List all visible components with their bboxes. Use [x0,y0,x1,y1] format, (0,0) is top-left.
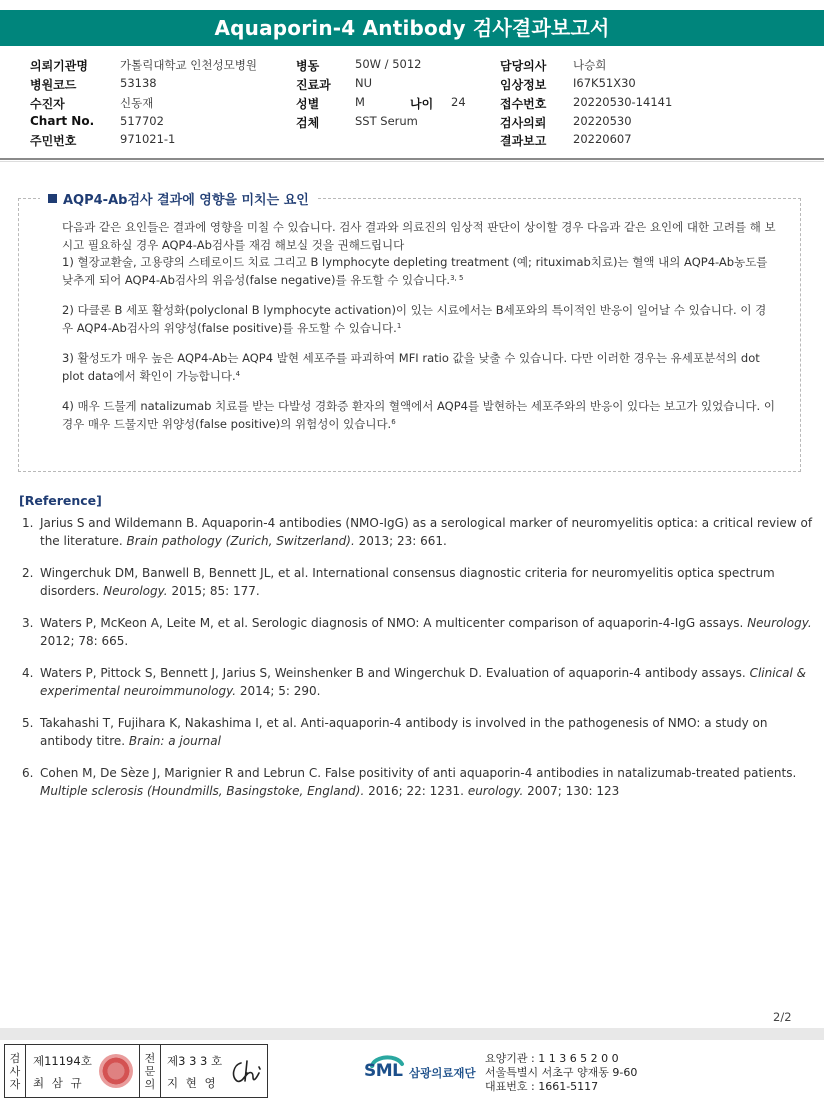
square-bullet-icon [48,194,57,203]
info-label: 담당의사 [500,59,547,73]
report-title: Aquaporin-4 Antibody 검사결과보고서 [0,10,824,46]
lab-code: 요양기관 : 1 1 3 6 5 2 0 0 [485,1052,619,1065]
info-label: 검사의뢰 [500,116,547,130]
page-number: 2/2 [773,1010,792,1024]
info-label: 검체 [296,116,320,130]
reference-item: 5. Takahashi T, Fujihara K, Nakashima I, et al. Anti-aquaporin-4 antibody is involved in the pathogenesis of NMO: a study on antibody titre. Brain: a journal [22,716,768,748]
divider [0,161,824,162]
specialist-name: 지 현 영 [167,1076,218,1090]
sml-logo-text: SML [364,1061,403,1081]
notice-heading: AQP4-Ab검사 결과에 영향을 미치는 요인 [40,189,317,208]
notice-item: 3) 활성도가 매우 높은 AQP4-Ab는 AQP4 발현 세포주를 파괴하여 MFI ratio 값을 낮출 수 있습니다. 다만 이러한 경우는 유세포분석의 dot plot data에서 확인이 가능합니다.$^4$ [62,351,760,383]
info-label: 진료과 [296,78,331,92]
tester-name: 최 삼 규 [33,1076,84,1090]
info-label: 성별 [296,97,320,111]
divider [0,158,824,160]
reference-item: 3. Waters P, McKeon A, Leite M, et al. Serologic diagnosis of NMO: A multicenter comparison of aquaporin-4-IgG assays. Neurology. 2012; 78: 665. [22,616,812,648]
info-value: 50W / 5012 [355,57,422,71]
seal-stamp-icon [99,1054,133,1088]
info-label: 주민번호 [30,134,77,148]
info-label: Chart No. [30,114,95,128]
specialist-number: 제3 3 3 호 [167,1054,223,1068]
notice-item: 2) 다클론 B 세포 활성화(polyclonal B lymphocyte activation)이 있는 시료에서는 B세포와의 특이적인 반응이 일어날 수 있습니다. 이 경우 AQP4-Ab검사의 위양성(false positive)를 유도할 수 있습니다.$^1$ [62,303,767,335]
info-label: 병원코드 [30,78,77,92]
age-value: 24 [451,95,466,109]
notice-intro: 다음과 같은 요인들은 결과에 영향을 미칠 수 있습니다. 검사 결과와 의료진의 임상적 판단이 상이할 경우 다음과 같은 요인에 대한 고려를 해 보시고 필요하실 경우 AQP4-Ab검사를 재검 해보실 것을 권해드립니다 [62,220,776,252]
info-value: 971021-1 [120,132,176,146]
info-value: NU [355,76,373,90]
tester-label: 검 사 자 [5,1045,26,1097]
lab-info [485,1052,637,1094]
info-value: 20220530-14141 [573,95,673,109]
info-label: 접수번호 [500,97,547,111]
info-label: 의뢰기관명 [30,59,88,73]
reference-list [22,514,822,814]
reference-item: 2. Wingerchuk DM, Banwell B, Bennett JL, et al. International consensus diagnostic criteria for neuromyelitis optica spectrum disorders. Neurology. 2015; 85: 177. [22,566,775,598]
info-value: 517702 [120,114,164,128]
notice-body [62,219,777,446]
info-value: 53138 [120,76,157,90]
info-value: 나승희 [573,58,607,72]
info-value: 가톨릭대학교 인천성모병원 [120,58,257,72]
info-value: 20220530 [573,114,632,128]
reference-heading: [Reference] [19,493,102,508]
info-label: 병동 [296,59,320,73]
info-label: 결과보고 [500,134,547,148]
info-label: 수진자 [30,97,65,111]
lab-phone: 대표번호 : 1661-5117 [485,1080,599,1093]
signature-icon [227,1055,265,1089]
specialist-label: 전 문 의 [139,1045,161,1097]
reference-item: 1. Jarius S and Wildemann B. Aquaporin-4 antibodies (NMO-IgG) as a serological marker of neuromyelitis optica: a critical review of the literature. Brain pathology (Zurich, Switzerland). 2013; 23: 661. [22,516,813,548]
reference-item: 4. Waters P, Pittock S, Bennett J, Jarius S, Weinshenker B and Wingerchuk D. Evaluation of aquaporin-4 antibody assays. Clinical & experimental neuroimmunology. 2014; 5: 290. [22,666,807,698]
tester-number: 제11194호 [33,1054,92,1068]
footer-band [0,1028,824,1040]
notice-item: 4) 매우 드물게 natalizumab 치료를 받는 다발성 경화증 환자의 혈액에서 AQP4를 발현하는 세포주와의 반응이 있다는 보고가 있었습니다. 이 경우 매우 드물지만 위양성(false positive)의 위험성이 있습니다.$^6$ [62,399,775,431]
info-value: I67K51X30 [573,76,636,90]
info-label: 임상정보 [500,78,547,92]
lab-address: 서울특별시 서초구 양재동 9-60 [485,1066,638,1079]
info-value: 신동재 [120,96,154,110]
notice-item: 1) 혈장교환술, 고용량의 스테로이드 치료 그리고 B lymphocyte depleting treatment (예; rituximab치료)는 혈액 내의 AQP4-Ab농도를 낮추게 되어 AQP4-Ab검사의 위음성(false negative)를 유도할 수 있습니다.$^{3, 5}$ [62,255,768,287]
reference-item: 6. Cohen M, De Sèze J, Marignier R and Lebrun C. False positivity of anti aquaporin-4 antibodies in natalizumab-treated patients. Multiple sclerosis (Houndmills, Basingstoke, England). 2016; 22: 1231. eurology. 2007; 130: 123 [22,766,797,798]
info-value: SST Serum [355,114,418,128]
info-value: 20220607 [573,132,632,146]
age-label: 나이 [410,97,434,111]
lab-name: 삼광의료재단 [409,1066,476,1080]
signature-box [4,1044,268,1098]
info-value: M [355,95,365,109]
